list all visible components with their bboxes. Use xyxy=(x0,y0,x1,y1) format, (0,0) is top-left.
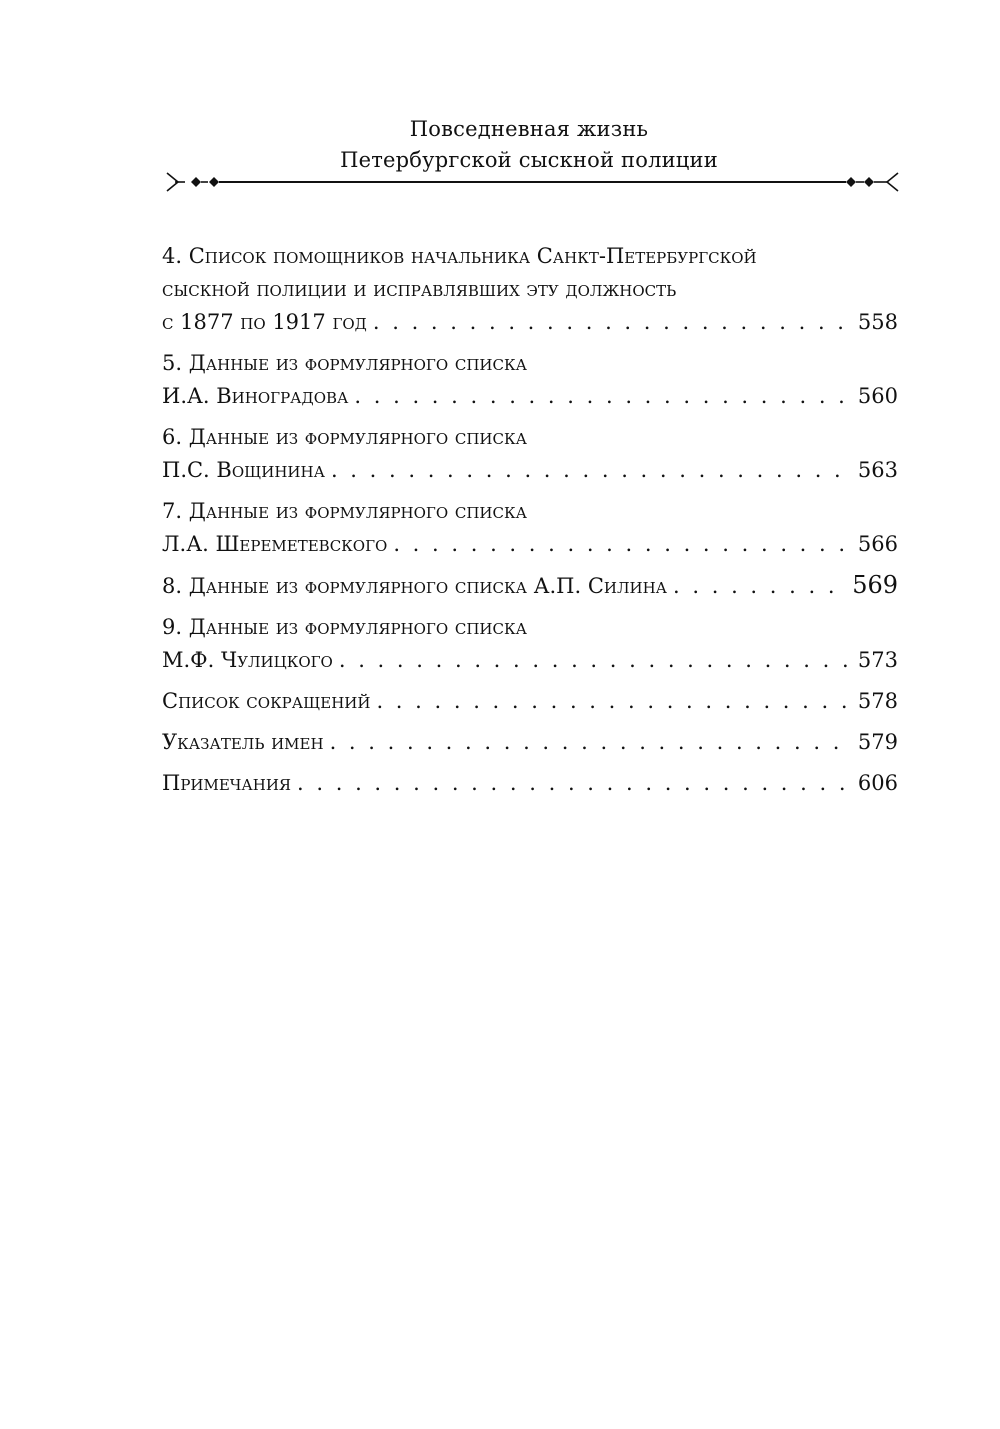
dot-leader xyxy=(297,767,854,800)
table-of-contents xyxy=(162,240,898,808)
toc-page-number: 569 xyxy=(852,571,898,599)
toc-entry-text-line: 7. Данные из формулярного списка xyxy=(162,499,527,523)
toc-entry-title-end: с 1877 по 1917 год xyxy=(162,310,367,334)
toc-page-number: 566 xyxy=(857,532,898,556)
toc-page-number: 563 xyxy=(857,458,898,482)
toc-entry-title-end: И.А. Виноградова xyxy=(162,384,349,408)
running-head xyxy=(0,114,1000,176)
toc-entry-title-end: Указатель имен xyxy=(162,730,324,754)
toc-page-number: 606 xyxy=(857,771,898,795)
toc-entry-5[interactable] xyxy=(162,347,898,413)
toc-page-number: 558 xyxy=(857,310,898,334)
dot-leader xyxy=(673,570,848,603)
toc-entry-4[interactable] xyxy=(162,240,898,339)
toc-page-number: 560 xyxy=(857,384,898,408)
dot-leader xyxy=(376,685,853,718)
toc-entry-7[interactable] xyxy=(162,495,898,561)
toc-entry-title-end: М.Ф. Чулицкого xyxy=(162,648,333,672)
ornamental-rule-icon xyxy=(165,168,900,196)
toc-entry-text-line: 4. Список помощников начальника Санкт-Петербургской xyxy=(162,244,757,268)
toc-entry-6[interactable] xyxy=(162,421,898,487)
toc-entry-abbreviations[interactable] xyxy=(162,685,898,718)
dot-leader xyxy=(331,454,854,487)
toc-entry-text-line: сыскной полиции и исправлявших эту должность xyxy=(162,277,677,301)
running-head-line-2: Петербургской сыскной полиции xyxy=(340,148,718,172)
toc-entry-text-line: 5. Данные из формулярного списка xyxy=(162,351,527,375)
toc-entry-title-end: 8. Данные из формулярного списка А.П. Силина xyxy=(162,574,668,598)
dot-leader xyxy=(339,644,854,677)
toc-page-number: 578 xyxy=(857,689,898,713)
dot-leader xyxy=(393,528,854,561)
toc-entry-title-end: Л.А. Шереметевского xyxy=(162,532,388,556)
dot-leader xyxy=(354,380,854,413)
toc-entry-9[interactable] xyxy=(162,611,898,677)
toc-entry-text-line: 9. Данные из формулярного списка xyxy=(162,615,527,639)
toc-entry-notes[interactable] xyxy=(162,767,898,800)
toc-entry-text-line: 6. Данные из формулярного списка xyxy=(162,425,527,449)
toc-entry-title-end: П.С. Вощинина xyxy=(162,458,325,482)
toc-page-number: 579 xyxy=(857,730,898,754)
dot-leader xyxy=(373,306,854,339)
dot-leader xyxy=(330,726,854,759)
toc-entry-title-end: Список сокращений xyxy=(162,689,371,713)
toc-entry-name-index[interactable] xyxy=(162,726,898,759)
toc-entry-title-end: Примечания xyxy=(162,771,292,795)
toc-entry-8[interactable] xyxy=(162,569,898,603)
running-head-line-1: Повседневная жизнь xyxy=(409,117,649,141)
toc-page-number: 573 xyxy=(857,648,898,672)
